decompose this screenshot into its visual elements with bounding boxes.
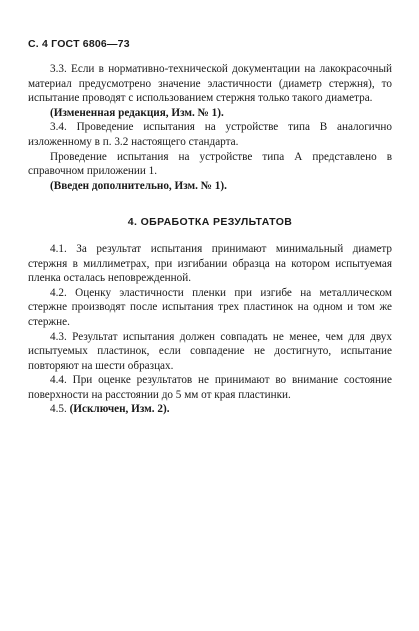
section-title: 4. ОБРАБОТКА РЕЗУЛЬТАТОВ [127, 216, 293, 229]
amendment-note-2: (Введен дополнительно, Изм. № 1). [50, 179, 227, 192]
amendment-note-1: (Измененная редакция, Изм. № 1). [50, 106, 224, 119]
paragraph-4-5-text: (Исключен, Изм. 2). [69, 403, 170, 416]
paragraph-3-3: 3.3. Если в нормативно-технической документации на лакокрасочный материал предусмотрено значение эластичности (диаметр стержня), то испытание проводят с использованием стержня только такого диаметра. [28, 63, 392, 105]
paragraph-4-1: 4.1. За результат испытания принимают минимальный диаметр стержня в миллиметрах, при изгибании образца на котором испытуемая пленка осталась неповрежденной. [28, 242, 392, 285]
paragraph-4-3: 4.3. Результат испытания должен совпадать не менее, чем для двух испытуемых пластинок, если совпадение не достигнуто, испытание повторяют на шести образцах. [28, 330, 392, 372]
paragraph-4-5 [28, 402, 392, 417]
paragraph-4-5-number: 4.5. [50, 403, 67, 416]
paragraph-4-2: 4.2. Оценку эластичности пленки при изгибе на металлическом стержне производят после испытания трех пластинок на одном и том же стержне. [28, 286, 392, 328]
page-header: С. 4 ГОСТ 6806—73 [28, 38, 130, 50]
paragraph-3-4-b: Проведение испытания на устройстве типа А представлено в справочном приложении 1. [28, 150, 392, 178]
paragraph-3-4: 3.4. Проведение испытания на устройстве типа В аналогично изложенному в п. 3.2 настоящего стандарта. [28, 121, 392, 148]
paragraph-4-4: 4.4. При оценке результатов не принимают во внимание состояние поверхности на расстоянии до 5 мм от края пластинки. [28, 374, 392, 401]
document-body [28, 62, 392, 417]
